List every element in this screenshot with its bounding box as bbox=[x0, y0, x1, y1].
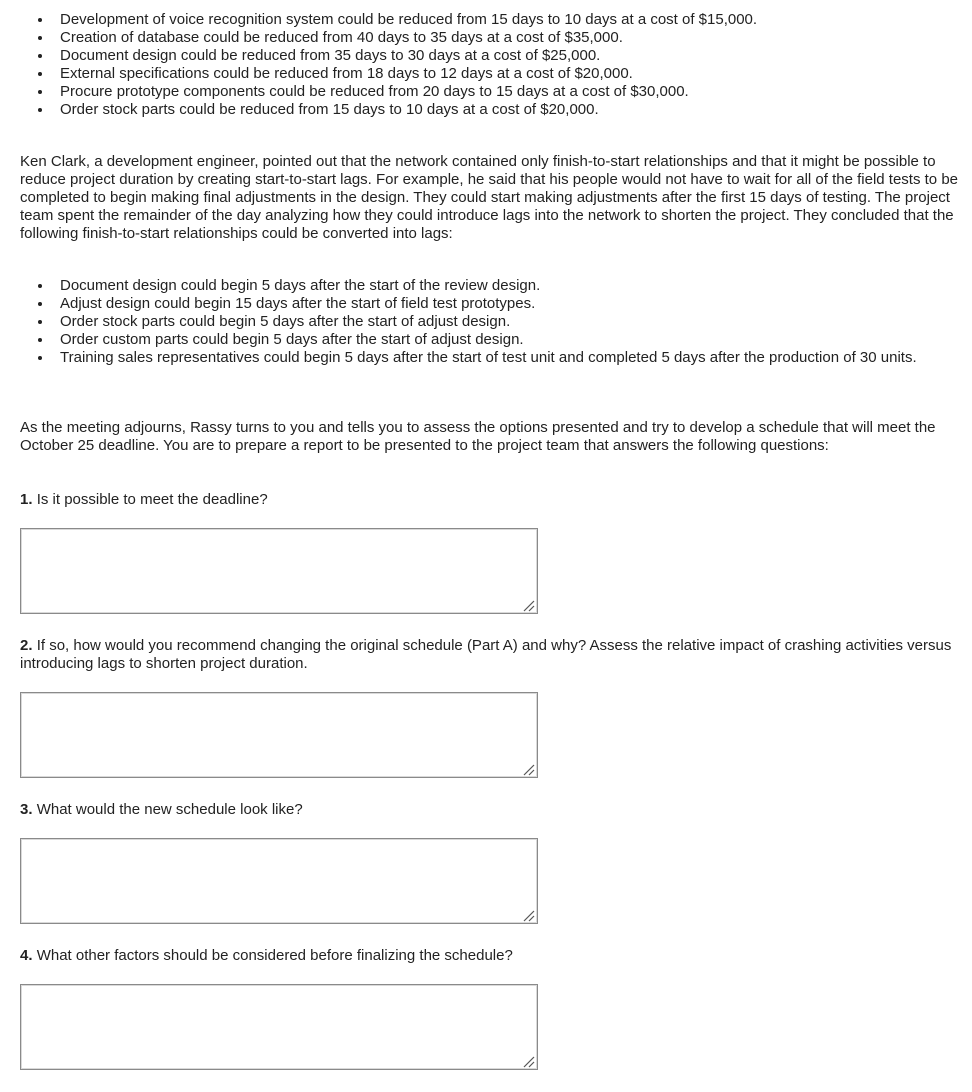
question-1 bbox=[20, 491, 960, 509]
crash-option-text: Procure prototype components could be reduced from 20 days to 15 days at a cost of $30,000. bbox=[60, 83, 689, 100]
list-item bbox=[0, 11, 972, 29]
list-item bbox=[0, 313, 972, 331]
answer-field-3[interactable] bbox=[20, 838, 538, 924]
list-item bbox=[0, 83, 972, 101]
bullet-dot-icon bbox=[38, 356, 42, 360]
list-item bbox=[0, 349, 972, 367]
resize-handle-icon[interactable] bbox=[521, 762, 535, 776]
crash-option-text: Order stock parts could be reduced from 15 days to 10 days at a cost of $20,000. bbox=[60, 101, 599, 118]
bullet-dot-icon bbox=[38, 36, 42, 40]
crash-option-text: Document design could be reduced from 35 days to 30 days at a cost of $25,000. bbox=[60, 47, 601, 64]
bullet-dot-icon bbox=[38, 18, 42, 22]
list-item bbox=[0, 29, 972, 47]
question-3 bbox=[20, 801, 960, 819]
answer-field-2[interactable] bbox=[20, 692, 538, 778]
lag-options-list bbox=[0, 277, 972, 367]
list-item bbox=[0, 47, 972, 65]
list-item bbox=[0, 277, 972, 295]
bullet-dot-icon bbox=[38, 338, 42, 342]
question-text: What other factors should be considered before finalizing the schedule? bbox=[36, 947, 513, 964]
list-item bbox=[0, 295, 972, 313]
bullet-dot-icon bbox=[38, 284, 42, 288]
question-text: If so, how would you recommend changing the original schedule (Part A) and why? Assess the relative impact of crashing activities versus introducing lags to shorten project duration. bbox=[20, 637, 952, 672]
question-number: 2. bbox=[20, 637, 33, 654]
bullet-dot-icon bbox=[38, 320, 42, 324]
lag-option-text: Document design could begin 5 days after the start of the review design. bbox=[60, 277, 541, 294]
question-number: 4. bbox=[20, 947, 33, 964]
resize-handle-icon[interactable] bbox=[521, 598, 535, 612]
lag-option-text: Adjust design could begin 15 days after the start of field test prototypes. bbox=[60, 295, 536, 312]
lag-option-text: Training sales representatives could begin 5 days after the start of test unit and completed 5 days after the production of 30 units. bbox=[60, 349, 917, 366]
bullet-dot-icon bbox=[38, 90, 42, 94]
lag-option-text: Order stock parts could begin 5 days after the start of adjust design. bbox=[60, 313, 511, 330]
crash-option-text: External specifications could be reduced from 18 days to 12 days at a cost of $20,000. bbox=[60, 65, 633, 82]
crash-option-text: Creation of database could be reduced from 40 days to 35 days at a cost of $35,000. bbox=[60, 29, 623, 46]
list-item bbox=[0, 331, 972, 349]
crash-option-text: Development of voice recognition system could be reduced from 15 days to 10 days at a cost of $15,000. bbox=[60, 11, 758, 28]
question-text: Is it possible to meet the deadline? bbox=[36, 491, 268, 508]
question-number: 3. bbox=[20, 801, 33, 818]
answer-field-1[interactable] bbox=[20, 528, 538, 614]
resize-handle-icon[interactable] bbox=[521, 1054, 535, 1068]
question-text: What would the new schedule look like? bbox=[36, 801, 303, 818]
answer-field-4[interactable] bbox=[20, 984, 538, 1070]
bullet-dot-icon bbox=[38, 54, 42, 58]
crash-options-list bbox=[0, 11, 972, 119]
bullet-dot-icon bbox=[38, 72, 42, 76]
question-number: 1. bbox=[20, 491, 33, 508]
bullet-dot-icon bbox=[38, 302, 42, 306]
list-item bbox=[0, 101, 972, 119]
lag-option-text: Order custom parts could begin 5 days after the start of adjust design. bbox=[60, 331, 524, 348]
question-4 bbox=[20, 947, 960, 965]
ken-clark-paragraph: Ken Clark, a development engineer, pointed out that the network contained only finish-to-start relationships and that it might be possible to reduce project duration by creating start-to-start lags. For example, he said that his people would not have to wait for all of the field tests to be completed to begin making final adjustments in the design. They could start making adjustments after the first 15 days of testing. The project team spent the remainder of the day analyzing how they could introduce lags into the network to shorten the project. They concluded that the following finish-to-start relationships could be converted into lags: bbox=[20, 153, 959, 242]
bullet-dot-icon bbox=[38, 108, 42, 112]
question-2 bbox=[20, 637, 960, 673]
meeting-paragraph: As the meeting adjourns, Rassy turns to you and tells you to assess the options presented and try to develop a schedule that will meet the October 25 deadline. You are to prepare a report to be presented to the project team that answers the following questions: bbox=[20, 419, 936, 454]
resize-handle-icon[interactable] bbox=[521, 908, 535, 922]
list-item bbox=[0, 65, 972, 83]
